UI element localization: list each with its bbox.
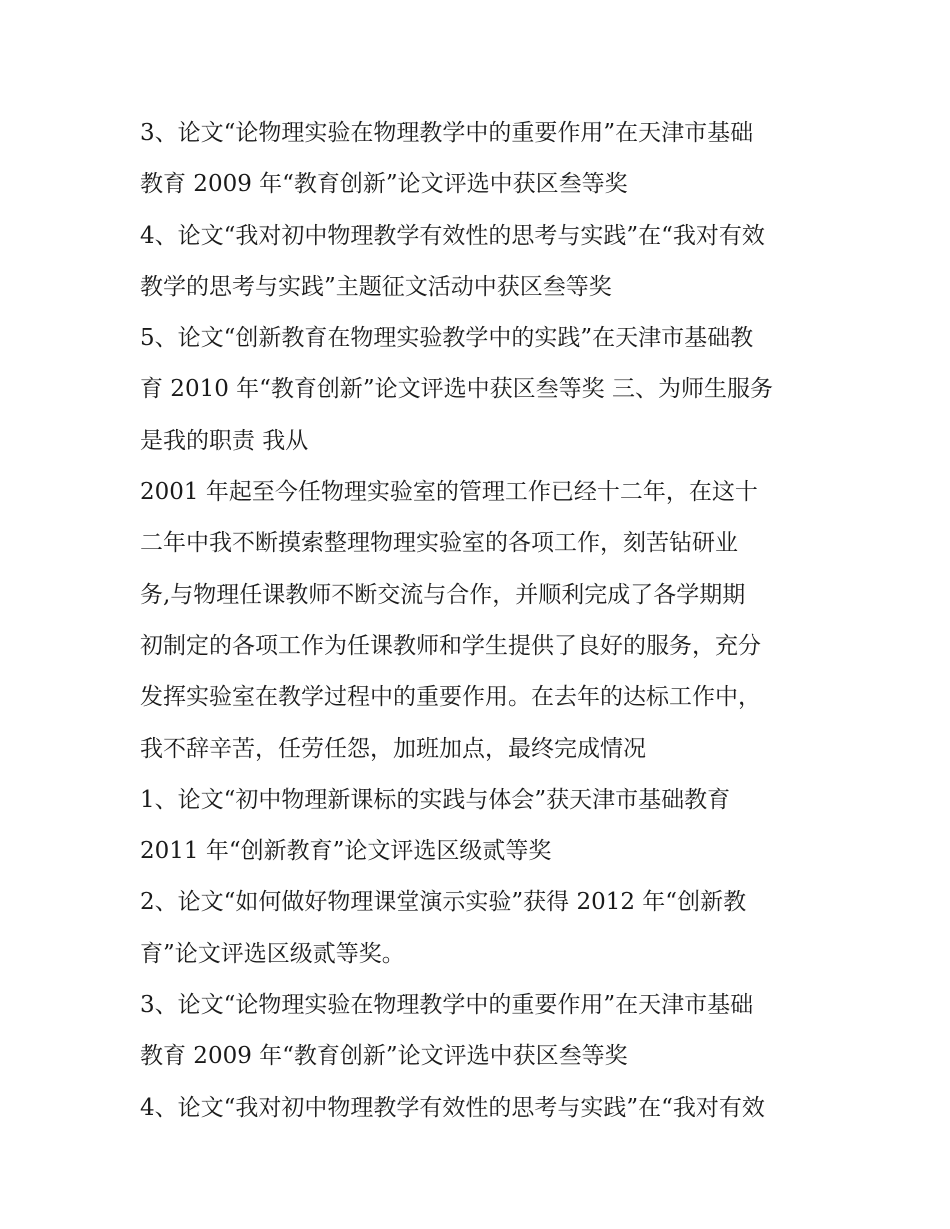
text-line: 我不辞辛苦，任劳任怨，加班加点，最终完成情况 bbox=[140, 735, 646, 762]
text-line: 2、论文“如何做好物理课堂演示实验”获得 2012 年“创新教 bbox=[140, 889, 747, 916]
text-line: 3、论文“论物理实验在物理教学中的重要作用”在天津市基础 bbox=[140, 992, 754, 1019]
text-line: 育”论文评选区级贰等奖。 bbox=[140, 940, 405, 967]
text-line: 4、论文“我对初中物理教学有效性的思考与实践”在“我对有效 bbox=[140, 1094, 765, 1121]
document-body bbox=[140, 108, 820, 1134]
text-line: 2011 年“创新教育”论文评选区级贰等奖 bbox=[140, 838, 552, 865]
text-line: 2001 年起至今任物理实验室的管理工作已经十二年，在这十 bbox=[140, 479, 758, 506]
text-line: 教学的思考与实践”主题征文活动中获区叁等奖 bbox=[140, 273, 612, 300]
text-line: 教育 2009 年“教育创新”论文评选中获区叁等奖 bbox=[140, 1043, 628, 1070]
text-line: 4、论文“我对初中物理教学有效性的思考与实践”在“我对有效 bbox=[140, 222, 765, 249]
text-line: 是我的职责 我从 bbox=[140, 427, 309, 454]
text-line: 务,与物理任课教师不断交流与合作，并顺利完成了各学期期 bbox=[140, 581, 746, 608]
text-line: 3、论文“论物理实验在物理教学中的重要作用”在天津市基础 bbox=[140, 120, 754, 146]
text-line: 1、论文“初中物理新课标的实践与体会”获天津市基础教育 bbox=[140, 786, 731, 813]
text-line: 育 2010 年“教育创新”论文评选中获区叁等奖 三、为师生服务 bbox=[140, 376, 773, 403]
text-line: 发挥实验室在教学过程中的重要作用。在去年的达标工作中， bbox=[140, 684, 761, 711]
text-line: 5、论文“创新教育在物理实验教学中的实践”在天津市基础教 bbox=[140, 325, 754, 352]
text-line: 初制定的各项工作为任课教师和学生提供了良好的服务，充分 bbox=[140, 632, 761, 659]
text-line: 二年中我不断摸索整理物理实验室的各项工作，刻苦钻研业 bbox=[140, 530, 738, 557]
text-line: 教育 2009 年“教育创新”论文评选中获区叁等奖 bbox=[140, 171, 628, 198]
